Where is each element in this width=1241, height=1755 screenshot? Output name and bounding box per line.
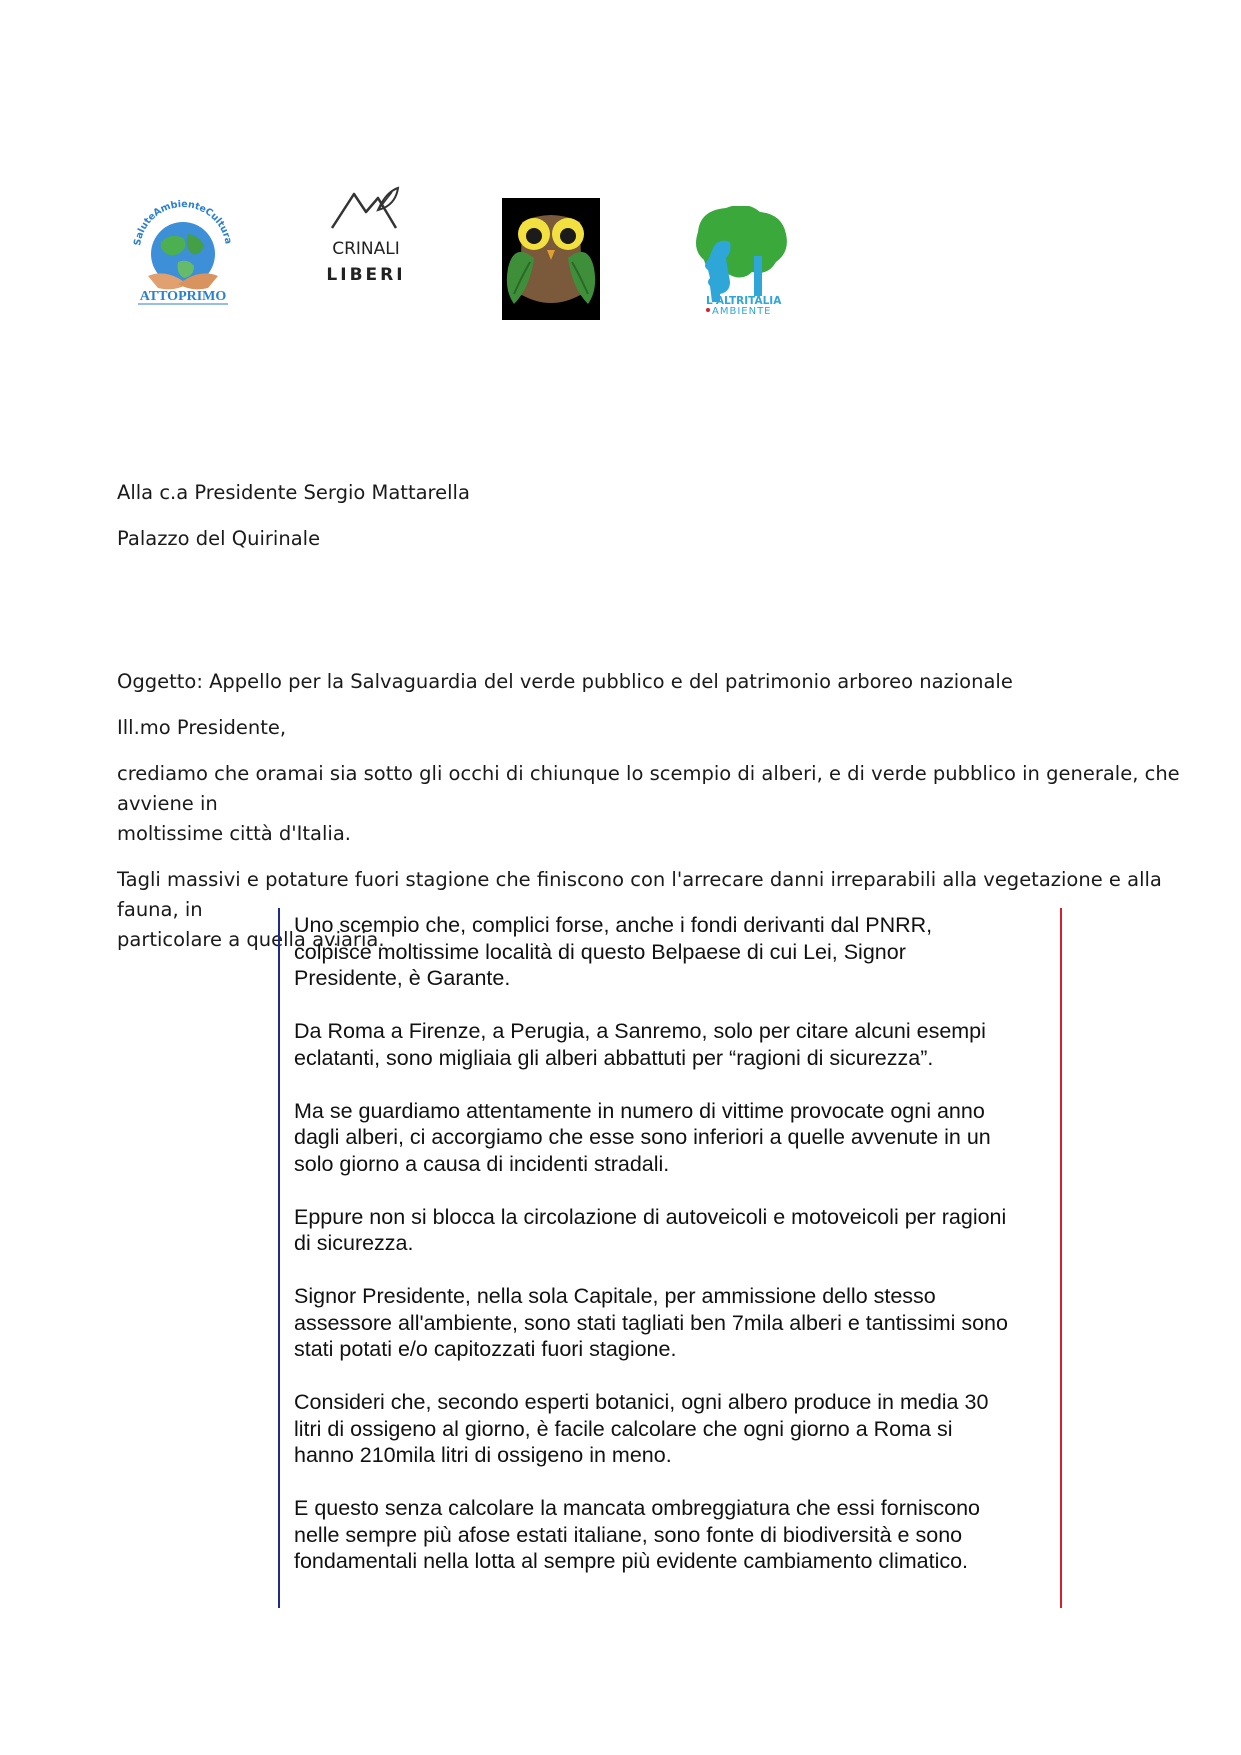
crinali-line2: LIBERI — [326, 265, 406, 285]
mountain-leaf-icon — [326, 186, 416, 296]
attoprimo-label: ATTOPRIMO — [139, 289, 227, 304]
paragraph-1 — [117, 759, 1227, 849]
boxed-paragraph: E questo senza calcolare la mancata ombreggiatura che essi forniscono nelle sempre più afose estati italiane, sono fonte di biodiversità e sono fondamentali nella lotta al sempre più evidente cambiamento climatico. — [294, 1496, 980, 1573]
boxed-paragraph: Uno scempio che, complici forse, anche i fondi derivanti dal PNRR, colpisce moltissime località di questo Belpaese di cui Lei, Signor Presidente, è Garante. — [294, 913, 933, 990]
recipient-address: Palazzo del Quirinale — [117, 527, 321, 550]
altritalia-line1: L'ALTRITALIA — [706, 295, 782, 307]
boxed-text-section — [278, 908, 1062, 1608]
crinali-line1: CRINALI — [332, 239, 400, 259]
globe-hands-icon — [128, 198, 238, 310]
attoprimo-logo — [128, 198, 238, 310]
boxed-paragraph: Da Roma a Firenze, a Perugia, a Sanremo, solo per citare alcuni esempi eclatanti, sono migliaia gli alberi abbattuti per “ragioni di sicurezza”. — [294, 1019, 986, 1070]
recipient-line: Alla c.a Presidente Sergio Mattarella — [117, 481, 470, 504]
boxed-paragraph: Ma se guardiamo attentamente in numero di vittime provocate ogni anno dagli alberi, ci accorgiamo che esse sono inferiori a quelle avvenute in un solo giorno a causa di incidenti stradali. — [294, 1098, 991, 1176]
attoprimo-arc-text: SaluteAmbienteCultura — [132, 198, 234, 247]
owl-logo — [502, 198, 600, 320]
tree-head-icon — [694, 206, 794, 316]
boxed-paragraph: Signor Presidente, nella sola Capitale, per ammissione dello stesso assessore all'ambiente, sono stati tagliati ben 7mila alberi e tantissimi sono stati potati e/o capitozzati fuori stagione. — [294, 1284, 1008, 1361]
paragraph-2-line-2: particolare a quella aviaria. — [117, 928, 385, 951]
altritalia-line2: AMBIENTE — [712, 306, 772, 316]
boxed-paragraph: Eppure non si blocca la circolazione di autoveicoli e motoveicoli per ragioni di sicurezza. — [294, 1204, 1007, 1255]
crinali-liberi-logo — [326, 186, 416, 296]
salutation: Ill.mo Presidente, — [117, 716, 287, 739]
paragraph-1-line-1: crediamo che oramai sia sotto gli occhi di chiunque lo scempio di alberi, e di verde pubblico in generale, che avviene in — [117, 762, 1180, 815]
boxed-paragraph: Consideri che, secondo esperti botanici, ogni albero produce in media 30 litri di ossigeno al giorno, è facile calcolare che ogni giorno a Roma si hanno 210mila litri di ossigeno in meno. — [294, 1390, 989, 1467]
subject-line: Oggetto: Appello per la Salvaguardia del verde pubblico e del patrimonio arboreo nazionale — [117, 670, 1013, 693]
paragraph-2-line-1: Tagli massivi e potature fuori stagione che finiscono con l'arrecare danni irreparabili alla vegetazione e alla fauna, in — [117, 868, 1162, 921]
altritalia-logo — [694, 206, 794, 316]
owl-icon — [502, 198, 600, 320]
paragraph-1-line-2: moltissime città d'Italia. — [117, 822, 351, 845]
